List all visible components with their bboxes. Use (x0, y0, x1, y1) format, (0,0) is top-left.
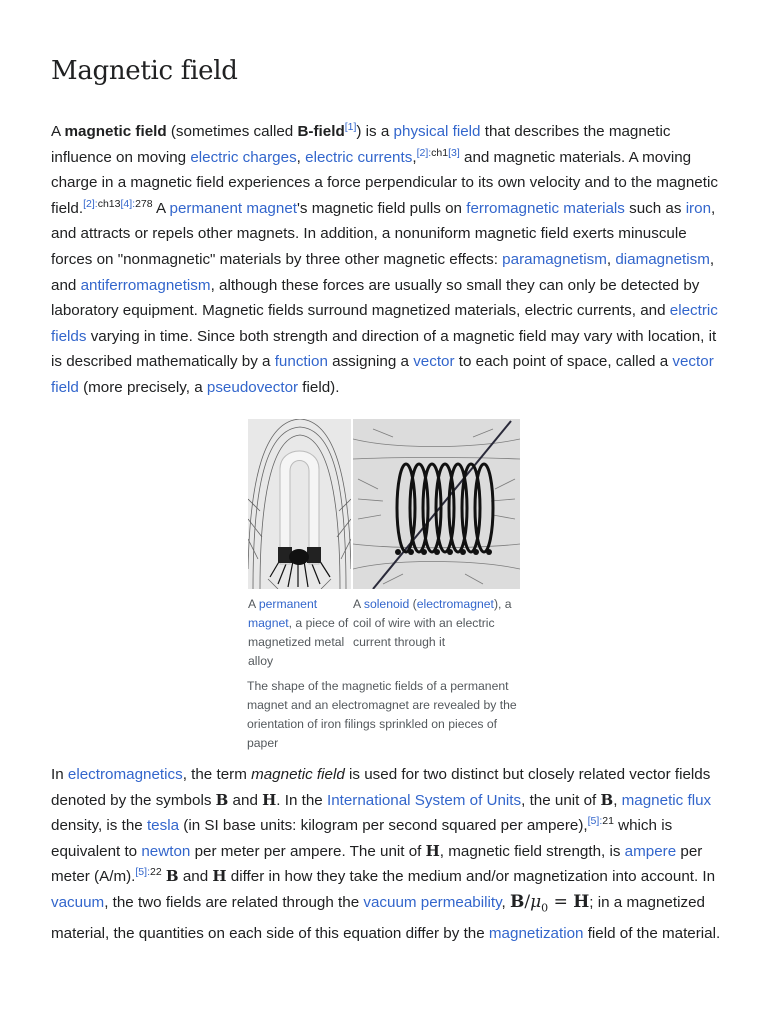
link-function[interactable]: function (274, 353, 328, 371)
link-magnetization[interactable]: magnetization (488, 924, 584, 942)
text: . In the (276, 791, 327, 809)
text: field of the material. (583, 924, 721, 942)
text: , although these forces are usually so small they can only be detected by laboratory equipment. Magnetic fields surround magnetized materials, electric currents, and (51, 276, 700, 320)
equation-b-mu0-h (510, 891, 590, 915)
text: per meter per ampere. The unit of (190, 842, 426, 860)
text: and magnetic materials. A moving charge in a magnetic field experiences a force perpendicular to its own velocity and to the magnetic field. (51, 148, 718, 217)
ref-4[interactable] (120, 198, 152, 210)
text: , and attracts or repels other magnets. In addition, a nonuniform magnetic field exerts minuscule forces on "nonmagnetic" materials by three other magnetic effects: (51, 199, 716, 268)
caption-solenoid (353, 595, 518, 652)
ref-5-22[interactable] (135, 866, 161, 878)
ref-page: 21 (602, 815, 614, 828)
text: is used for two distinct but closely related vector fields denoted by the symbols (51, 766, 711, 809)
text: field). (298, 378, 340, 396)
page-title: Magnetic field (51, 56, 238, 86)
text: 's magnetic field pulls on (297, 199, 467, 217)
ref-page: ch1 (431, 146, 449, 159)
ref-2-ch1[interactable] (417, 147, 449, 159)
link-permanent-magnet[interactable]: permanent magnet (169, 199, 297, 217)
link-vacuum[interactable]: vacuum (51, 893, 105, 911)
link-vector[interactable]: vector (413, 353, 455, 371)
figure-caption: The shape of the magnetic fields of a permanent magnet and an electromagnet are revealed by the orientation of iron filings sprinkled on pieces of paper (247, 679, 517, 750)
iron-filings-magnet-drawing (248, 419, 351, 589)
eq-equals: = (548, 891, 574, 912)
ref-page: 278 (135, 197, 153, 210)
text: A (51, 123, 65, 140)
ref-page: 22 (149, 866, 162, 879)
text: A (248, 597, 259, 611)
ref-link[interactable]: [4]: (120, 197, 136, 210)
ref-link[interactable]: [5]: (587, 815, 603, 828)
eq-slash: / (524, 891, 531, 912)
text: that describes the magnetic influence on moving (51, 123, 671, 166)
electromagnetics-paragraph (51, 762, 721, 947)
link-ferromagnetic-materials[interactable]: ferromagnetic materials (466, 199, 625, 217)
text: A (353, 597, 364, 611)
link-text[interactable]: vector (672, 353, 714, 371)
ref-link[interactable]: [3] (448, 146, 460, 159)
ref-link[interactable]: [1] (344, 120, 357, 133)
link-pseudovector[interactable]: pseudovector (206, 378, 299, 396)
ref-link[interactable]: [2]: (416, 146, 432, 159)
text: varying in time. Since both strength and direction of a magnetic field may vary with location, it is described mathematically by a (51, 327, 717, 371)
italic-term: magnetic field (251, 766, 345, 783)
text: , (606, 250, 616, 268)
text: , (613, 791, 622, 809)
text: (in SI base units: kilogram per second squared per ampere), (179, 817, 588, 835)
ref-5-21[interactable] (588, 815, 614, 827)
text: and (228, 791, 263, 809)
caption-permanent-magnet (248, 595, 351, 671)
link-electromagnetics[interactable]: electromagnetics (67, 766, 183, 783)
symbol-b: B (600, 790, 614, 809)
link-text[interactable]: magnet (248, 616, 289, 630)
text: , magnetic field strength, is (439, 842, 625, 860)
link-newton[interactable]: newton (141, 842, 191, 860)
link-solenoid[interactable]: solenoid (363, 597, 410, 611)
text: ) is a (356, 123, 394, 140)
ref-2-ch13[interactable] (83, 198, 120, 210)
link-si-units[interactable]: International System of Units (326, 791, 522, 809)
text: A (152, 199, 170, 217)
text: which is equivalent to (51, 817, 673, 860)
text: , the two fields are related through the (104, 893, 364, 911)
ref-1[interactable] (345, 121, 357, 133)
text: , (501, 893, 510, 911)
text: and (178, 868, 213, 886)
text: assigning a (327, 353, 414, 371)
link-text[interactable]: electric (669, 302, 718, 320)
link-vacuum-permeability[interactable]: vacuum permeability (363, 893, 502, 911)
link-diamagnetism[interactable]: diamagnetism (615, 250, 710, 268)
ref-page: ch13 (97, 197, 121, 210)
text: to each point of space, called a (454, 353, 673, 371)
bold-term-magnetic-field: magnetic field (64, 123, 167, 140)
text: ( (409, 597, 417, 611)
symbol-h: H (425, 841, 440, 860)
bold-term-b-field: B-field (297, 123, 345, 140)
link-tesla[interactable]: tesla (146, 817, 180, 835)
permanent-magnet-image[interactable] (248, 419, 351, 589)
eq-b: B (510, 891, 525, 912)
eq-sub: 0 (541, 901, 549, 915)
symbol-b: B (165, 867, 179, 886)
symbol-b: B (215, 790, 229, 809)
text: , (412, 148, 417, 166)
link-paramagnetism[interactable]: paramagnetism (502, 250, 607, 268)
eq-mu: μ (530, 891, 542, 912)
ref-3[interactable] (448, 147, 460, 159)
link-electric-charges[interactable]: electric charges (190, 148, 297, 166)
text: , and (51, 250, 715, 294)
text: such as (624, 199, 686, 217)
iron-filings-solenoid-drawing (353, 419, 520, 589)
text: (sometimes called (166, 123, 298, 140)
text: In (51, 766, 68, 783)
intro-paragraph (51, 119, 721, 401)
link-antiferromagnetism[interactable]: antiferromagnetism (80, 276, 211, 294)
symbol-h: H (212, 867, 227, 886)
ref-link[interactable]: [2]: (83, 197, 98, 210)
text: density, is the (51, 817, 147, 835)
text: per meter (A/m). (51, 842, 703, 886)
text: , the unit of (521, 791, 601, 809)
text: , the term (182, 766, 252, 783)
link-ampere[interactable]: ampere (624, 842, 677, 860)
link-electric-currents[interactable]: electric currents (305, 148, 413, 166)
link-physical-field[interactable]: physical field (393, 123, 481, 140)
text: , (296, 148, 306, 166)
text: differ in how they take the medium and/or magnetization into account. In (226, 868, 716, 886)
eq-h: H (573, 891, 590, 912)
link-text[interactable]: field (51, 378, 79, 396)
link-electromagnet[interactable]: electromagnet (416, 597, 494, 611)
link-iron[interactable]: iron (685, 199, 712, 217)
text: ; in a magnetized material, the quantities on each side of this equation differ by the (51, 893, 705, 942)
symbol-h: H (262, 790, 277, 809)
solenoid-image[interactable] (353, 419, 520, 589)
text: ), a coil of wire with an electric current through it (353, 597, 512, 649)
text: (more precisely, a (78, 378, 207, 396)
text: , a piece of magnetized metal alloy (248, 616, 349, 668)
link-text[interactable]: permanent (258, 597, 318, 611)
link-text[interactable]: fields (51, 327, 87, 345)
link-magnetic-flux[interactable]: magnetic flux (621, 791, 712, 809)
ref-link[interactable]: [5]: (135, 866, 150, 879)
